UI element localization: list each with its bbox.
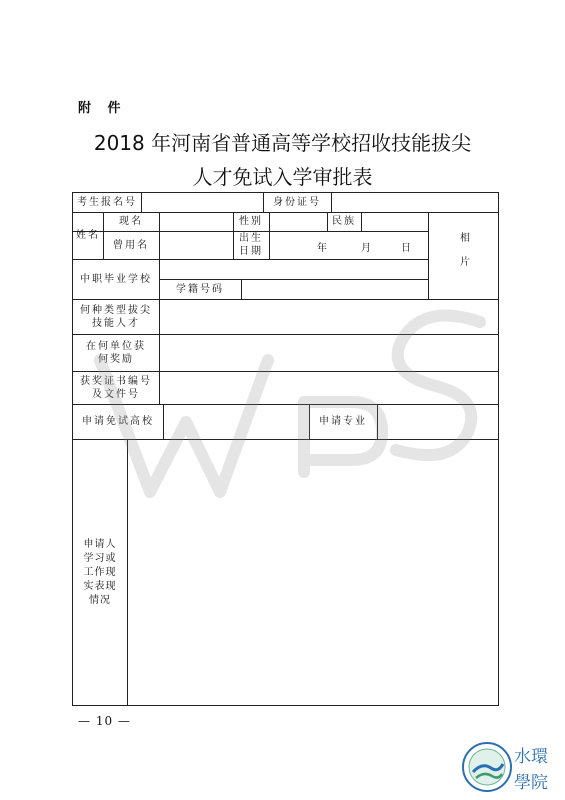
school-label: 中职毕业学校 — [80, 273, 152, 285]
name-label: 姓名 — [76, 230, 100, 241]
title-line-2: 人才免试入学审批表 — [192, 165, 373, 189]
month-label: 月 — [361, 243, 371, 254]
school-field[interactable] — [160, 260, 427, 278]
apply-major-label: 申请专业 — [319, 416, 367, 427]
performance-label: 申请人学习或工作现实表现情况 — [83, 539, 117, 606]
former-name-field[interactable] — [160, 232, 232, 258]
id-number-field[interactable] — [332, 194, 496, 211]
attachment-label: 附 件 — [78, 101, 127, 116]
unit-award-label: 在何单位获何奖励 — [86, 340, 146, 365]
page-number: — 10 — — [78, 714, 131, 728]
birth-date-label: 出生日期 — [239, 233, 263, 257]
talent-type-label: 何种类型拔尖技能人才 — [80, 304, 152, 329]
apply-major-field[interactable] — [378, 405, 497, 438]
gender-label: 性别 — [239, 216, 263, 227]
title-line-1: 2018 年河南省普通高等学校招收技能拔尖 — [93, 131, 472, 155]
college-logo — [458, 738, 558, 796]
svg-text:水環: 水環 — [514, 747, 548, 767]
id-number-label: 身份证号 — [273, 197, 321, 208]
student-number-label: 学籍号码 — [176, 283, 224, 295]
apply-college-field[interactable] — [164, 405, 308, 438]
certificate-label: 获奖证书编号及文件号 — [80, 375, 152, 400]
talent-type-field[interactable] — [160, 300, 497, 333]
ethnicity-label: 民族 — [332, 216, 356, 227]
birth-date-field[interactable] — [270, 232, 427, 258]
year-label: 年 — [317, 243, 327, 254]
former-name-label: 曾用名 — [113, 239, 149, 251]
apply-college-label: 申请免试高校 — [82, 416, 154, 427]
photo-label: 相片 — [457, 231, 469, 280]
performance-field[interactable] — [128, 440, 497, 704]
student-number-field[interactable] — [242, 280, 427, 298]
svg-text:學院: 學院 — [514, 773, 548, 793]
approval-form-table — [72, 192, 499, 706]
exam-number-field[interactable] — [142, 194, 262, 211]
unit-award-field[interactable] — [160, 335, 497, 370]
current-name-label: 现名 — [119, 216, 143, 227]
gender-field[interactable] — [270, 213, 326, 230]
ethnicity-field[interactable] — [362, 213, 427, 230]
current-name-field[interactable] — [160, 213, 232, 230]
day-label: 日 — [401, 243, 411, 254]
certificate-field[interactable] — [160, 372, 497, 403]
exam-number-label: 考生报名号 — [77, 197, 137, 208]
